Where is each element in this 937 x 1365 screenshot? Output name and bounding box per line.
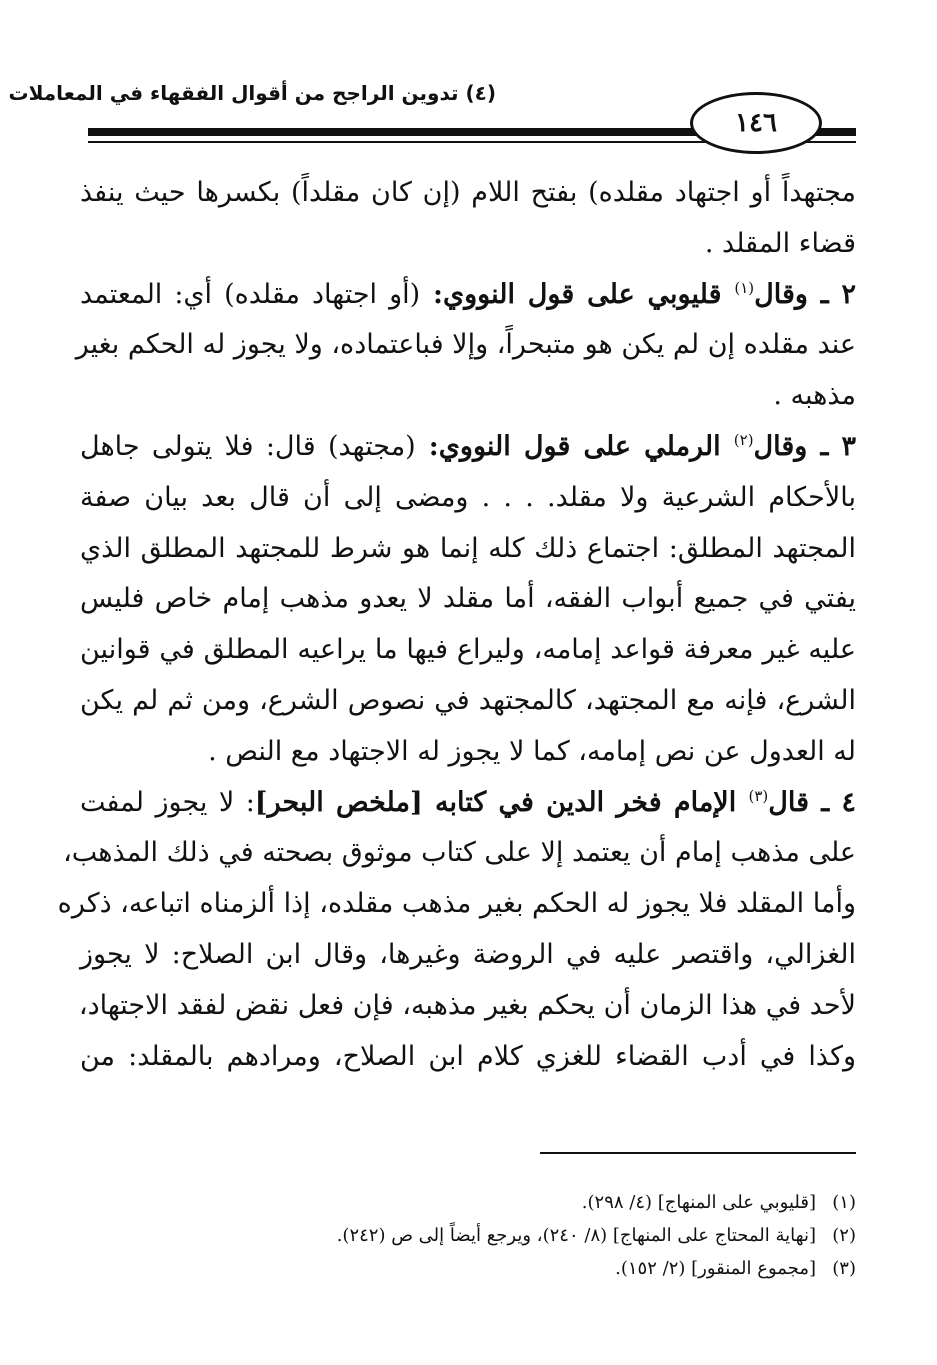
paragraph-4-first-line: [80, 778, 856, 829]
text-line: يفتي في جميع أبواب الفقه، أما مقلد لا يعدو مذهب إمام خاص فليس: [80, 583, 856, 615]
text-line: الغزالي، واقتصر عليه في الروضة وغيرها، وقال ابن الصلاح: لا يجوز: [80, 938, 856, 970]
footnote-ref: (١): [734, 278, 755, 297]
paragraph-3-first-line: [80, 422, 856, 473]
text-line: وأما المقلد فلا يجوز له الحكم بغير مذهب مقلده، إذا ألزمناه اتباعه، ذكره: [57, 888, 856, 920]
text-line: عند مقلده إن لم يكن هو متبحراً، وإلا فباعتماده، ولا يجوز له الحكم بغير: [75, 329, 856, 361]
text-line: وكذا في أدب القضاء للغزي كلام ابن الصلاح، ومرادهم بالمقلد: من: [80, 1040, 856, 1072]
footnote-text: [قليوبي على المنهاج] (٤/ ٢٩٨).: [581, 1192, 816, 1213]
text-line: المجتهد المطلق: اجتماع ذلك كله إنما هو شرط للمجتهد المطلق الذي: [80, 532, 856, 564]
footnote-ref: (٢): [733, 430, 754, 449]
text-line: مجتهداً أو اجتهاد مقلده) بفتح اللام (إن كان مقلداً) بكسرها حيث ينفذ: [80, 177, 856, 208]
cited-author: الإمام فخر الدين في كتابه [ملخص البحر]: [254, 786, 749, 818]
main-text: [57, 168, 857, 1082]
text-run: (أو اجتهاد مقلده) أي: المعتمد: [80, 278, 421, 310]
text-line: لأحد في هذا الزمان أن يحكم بغير مذهبه، فإن فعل نقض لفقد الاجتهاد،: [78, 989, 856, 1021]
text-line: له العدول عن نص إمامه، كما لا يجوز له الاجتهاد مع النص .: [208, 735, 856, 767]
text-line: عليه غير معرفة قواعد إمامه، وليراع فيها ما يراعيه المطلق في قوانين: [80, 634, 856, 666]
text-line: بالأحكام الشرعية ولا مقلد. . . . ومضى إلى أن قال بعد بيان صفة: [80, 481, 857, 513]
footnote-text: [مجموع المنقور] (٢/ ١٥٢).: [615, 1258, 816, 1279]
text-run: : لا يجوز لمفت: [80, 786, 255, 818]
footnote-text: [نهاية المحتاج على المنهاج] (٨/ ٢٤٠)، ويرجع أيضاً إلى ص (٢٤٢).: [336, 1225, 816, 1246]
item-number: ٢ ـ وقال: [754, 278, 857, 310]
text-line: قضاء المقلد .: [704, 227, 856, 259]
footnote-number: (١): [832, 1192, 856, 1213]
cited-author: الرملي على قول النووي:: [415, 430, 734, 462]
footnote-separator: [540, 1152, 856, 1154]
footnote-item: [260, 1219, 856, 1252]
item-number: ٣ ـ وقال: [753, 430, 856, 462]
cited-author: قليوبي على قول النووي:: [420, 278, 735, 310]
footnote-ref: (٣): [748, 786, 769, 805]
footnotes: [260, 1186, 856, 1285]
paragraph-2-first-line: [80, 270, 856, 321]
text-run: (مجتهد) قال: فلا يتولى جاهل: [80, 430, 416, 462]
text-line: الشرع، فإنه مع المجتهد، كالمجتهد في نصوص الشرع، ومن ثم لم يكن: [80, 684, 856, 716]
item-number: ٤ ـ قال: [768, 786, 856, 818]
footnote-number: (٢): [832, 1225, 856, 1246]
page-number: ١٤٦: [690, 92, 822, 154]
footnote-item: [260, 1252, 856, 1285]
running-title: (٤) تدوين الراجح من أقوال الفقهاء في المعاملات: [8, 81, 496, 105]
footnote-item: [260, 1186, 856, 1219]
text-line: مذهبه .: [773, 380, 856, 412]
text-line: على مذهب إمام أن يعتمد إلا على كتاب موثوق بصحته في ذلك المذهب،: [63, 837, 856, 869]
footnote-number: (٣): [832, 1258, 856, 1279]
